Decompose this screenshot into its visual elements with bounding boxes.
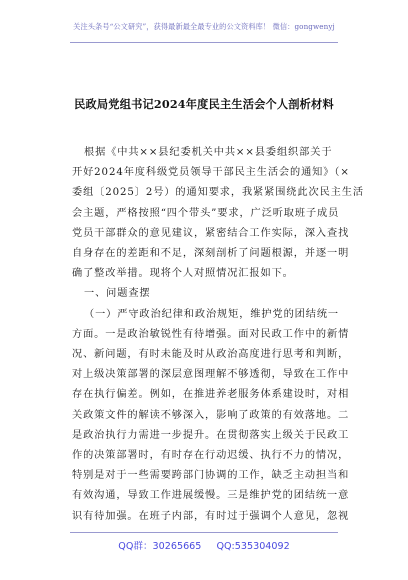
paragraph-line: 特别是对于一些需要跨部门协调的工作，缺乏主动担当和 <box>72 470 350 482</box>
section-heading: 一、问题查摆 <box>84 288 151 300</box>
paragraph-line: 作的决策部署时，有时存在行动迟缓、执行不力的情况， <box>72 450 350 461</box>
paragraph-line: 关政策文件的解读不够深入，影响了政策的有效落地。二 <box>72 409 350 421</box>
footer-qq-group: QQ群：30265665 <box>118 540 202 552</box>
paragraph-line: 自身存在的差距和不足，深刻剖析了问题根源，并逐一明 <box>72 248 350 259</box>
paragraph-line: 是政治执行力需进一步提升。在贯彻落实上级关于民政工 <box>72 429 350 441</box>
paragraph-line: 党员干部群众的意见建议，紧密结合工作实际，深入查找 <box>72 227 350 239</box>
document-title: 民政局党组书记2024年度民主生活会个人剖析材料 <box>74 97 334 111</box>
footer-qq: QQ:535304092 <box>216 540 290 552</box>
paragraph-line: 方面。一是政治敏锐性有待增强。面对民政工作中的新情 <box>72 328 350 340</box>
paragraph-line: 开好2024年度科级党员领导干部民主生活会的通知》（× <box>72 167 350 179</box>
paragraph-line: 识有待加强。在班子内部，有时过于强调个人意见，忽视 <box>72 510 350 522</box>
header-banner: 关注头条号“公文研究”，获得最新最全最专业的公文资料库！ 微信：gongwenyj <box>73 22 335 31</box>
paragraph-line: 况、新问题，有时未能及时从政治高度进行思考和判断， <box>72 349 350 360</box>
paragraph-line: 存在执行偏差。例如，在推进养老服务体系建设时，对相 <box>72 389 350 401</box>
footer <box>0 538 408 552</box>
paragraph-line: 会主题，严格按照“四个带头”要求，广泛听取班子成员 <box>72 207 340 219</box>
paragraph-line: 确了整改举措。现将个人对照情况汇报如下。 <box>72 268 294 280</box>
header-divider <box>70 42 338 43</box>
subsection-heading: （一）严守政治纪律和政治规矩，维护党的团结统一 <box>84 308 340 320</box>
paragraph-line: 委组〔2025〕2号）的通知要求，我紧紧围绕此次民主生活 <box>72 187 364 199</box>
paragraph-line: 有效沟通，导致工作进展缓慢。三是维护党的团结统一意 <box>72 490 350 502</box>
footer-divider <box>70 532 338 533</box>
paragraph-line: 对上级决策部署的深层意图理解不够透彻，导致在工作中 <box>72 369 350 381</box>
paragraph-line: 根据《中共××县纪委机关中共××县委组织部关于 <box>84 147 333 158</box>
